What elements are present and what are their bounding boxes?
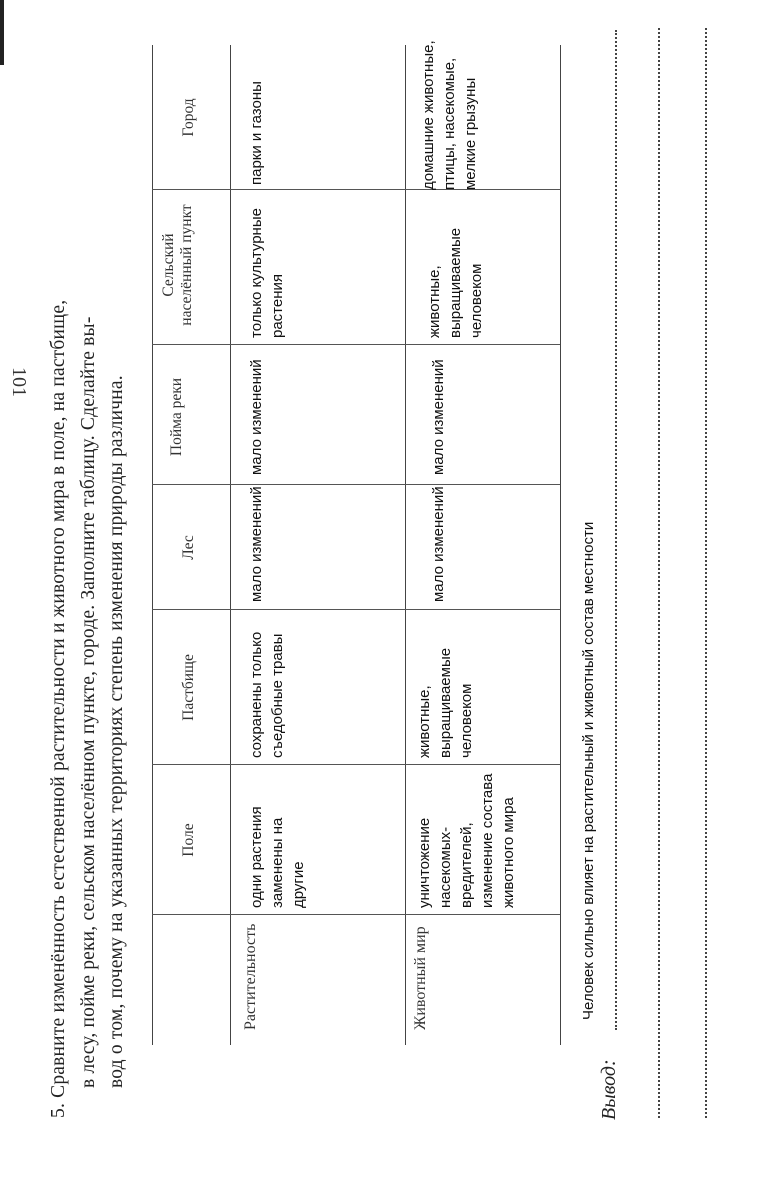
table-cell: мало изменений <box>248 486 265 602</box>
table-header-cell: Поле <box>180 823 197 857</box>
table-cell: сохранены только съедобные травы <box>248 631 286 758</box>
task-line-3: вод о том, почему на указанных территориях степень изменения природы различна. <box>106 375 127 1088</box>
binding-edge-mark <box>0 0 4 65</box>
table-cell: парки и газоны <box>248 81 265 185</box>
table-cell: животные, выращиваемые человеком <box>416 647 475 758</box>
table-col-divider <box>152 609 560 610</box>
table-header-cell: Лес <box>180 535 197 560</box>
table-header-cell: Сельский населённый пункт <box>160 204 195 326</box>
table-cell: мало изменений <box>248 359 265 475</box>
table-header-cell: Город <box>180 98 197 137</box>
table-bottom-border <box>560 45 561 1045</box>
task-text-line-1 <box>48 300 70 1118</box>
table-row-label: Растительность <box>242 923 259 1030</box>
conclusion-label: Вывод: <box>598 1059 620 1120</box>
task-line-1: Сравните изменённость естественной растительности и животного мира в поле, на пастбище, <box>48 299 69 1098</box>
table-cell: мало изменений <box>430 486 447 602</box>
table-cell: животные, выращиваемые человеком <box>426 227 485 338</box>
table-top-border <box>152 45 153 1045</box>
table-row-label: Животный мир <box>412 926 429 1030</box>
table-col-divider <box>152 764 560 765</box>
table-header-cell: Пастбище <box>180 654 197 721</box>
task-line-2: в лесу, пойме реки, сельском населённом пункте, городе. Заполните таблицу. Сделайте вы- <box>78 316 99 1088</box>
table-cell: одни растения заменены на другие <box>248 806 307 908</box>
table-col-divider <box>152 189 560 190</box>
table-cell: только культурные растения <box>248 208 286 338</box>
task-number: 5. <box>48 1102 69 1118</box>
table-row-divider <box>405 45 406 1045</box>
page-number: 101 <box>8 367 30 397</box>
table-col-divider <box>152 484 560 485</box>
table-cell: домашние животные, птицы, насекомые, мелкие грызуны <box>420 40 479 190</box>
table-header-border <box>230 45 231 1045</box>
conclusion-answer-line <box>615 30 617 1030</box>
table-col-divider <box>152 344 560 345</box>
conclusion-handwritten-answer: Человек сильно влияет на растительный и животный состав местности <box>580 521 597 1020</box>
table-cell: мало изменений <box>430 359 447 475</box>
conclusion-answer-line <box>705 28 707 1118</box>
table-cell: уничтожение насекомых-вредителей, изменение состава животного мира <box>416 773 517 908</box>
conclusion-answer-line <box>658 28 660 1118</box>
table-col-divider <box>152 914 560 915</box>
table-header-cell: Пойма реки <box>168 377 185 457</box>
